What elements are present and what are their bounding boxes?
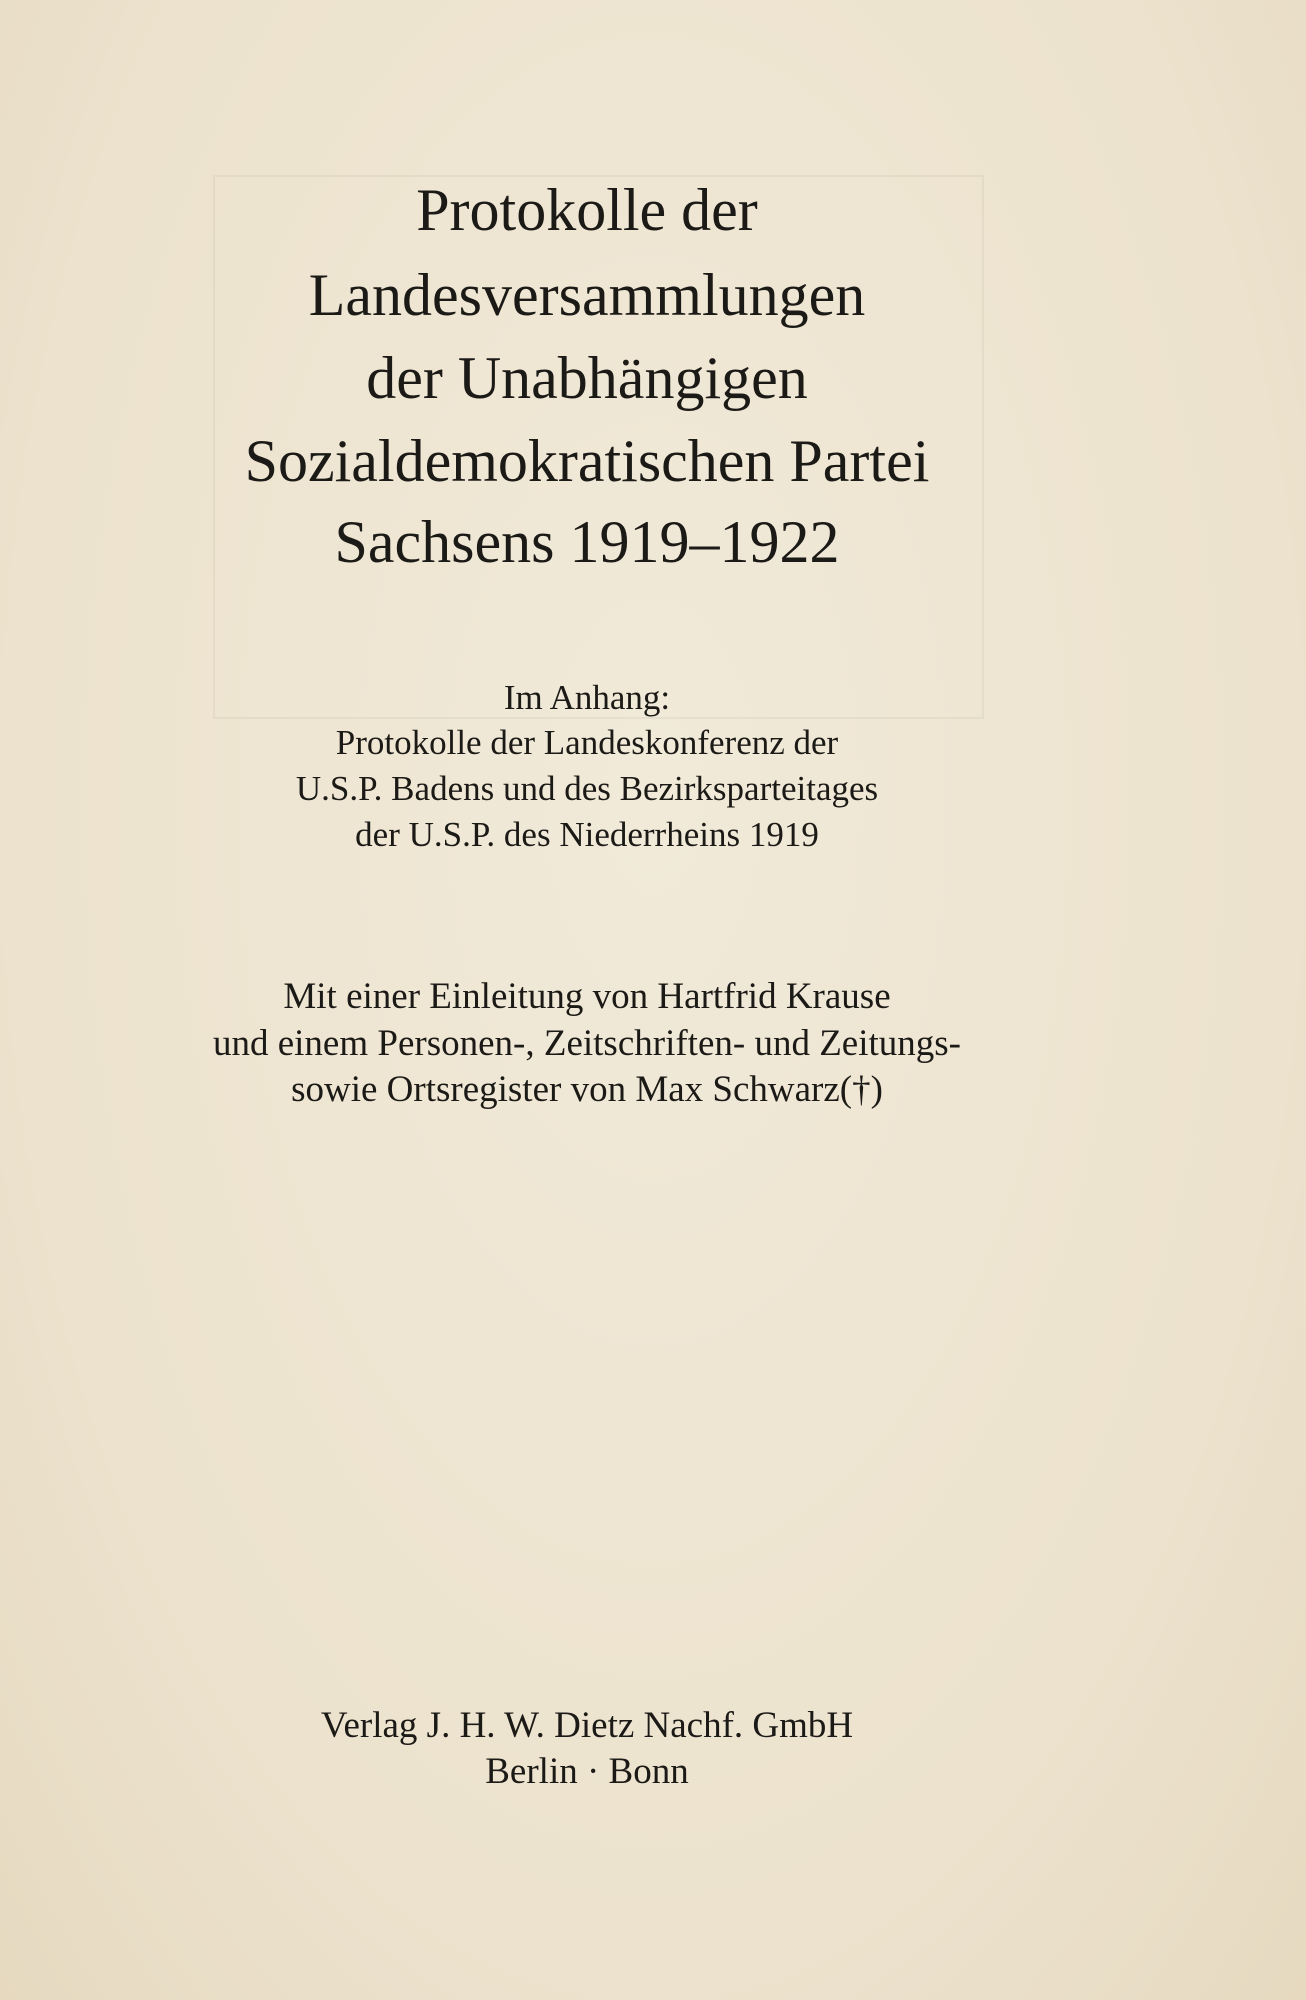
credits-line: Mit einer Einleitung von Hartfrid Krause [283,976,891,1017]
title-line: Sachsens 1919–1922 [334,509,840,575]
appendix-heading: Im Anhang: [503,678,671,717]
title-line: Sozialdemokratischen Partei [244,428,930,494]
publisher-name: Verlag J. H. W. Dietz Nachf. GmbH [320,1705,854,1746]
credits-line: sowie Ortsregister von Max Schwarz(†) [291,1069,883,1110]
title-line: der Unabhängigen [366,345,808,411]
title-line: Landesversammlungen [308,262,866,328]
appendix-line: U.S.P. Badens und des Bezirksparteitages [295,769,879,808]
publisher-cities: Berlin · Bonn [485,1751,689,1792]
appendix-line: Protokolle der Landeskonferenz der [335,723,839,762]
appendix-line: der U.S.P. des Niederrheins 1919 [355,815,819,854]
credits-line: und einem Personen-, Zeitschriften- und Zeitungs- [212,1023,962,1064]
title-line: Protokolle der [416,177,758,243]
